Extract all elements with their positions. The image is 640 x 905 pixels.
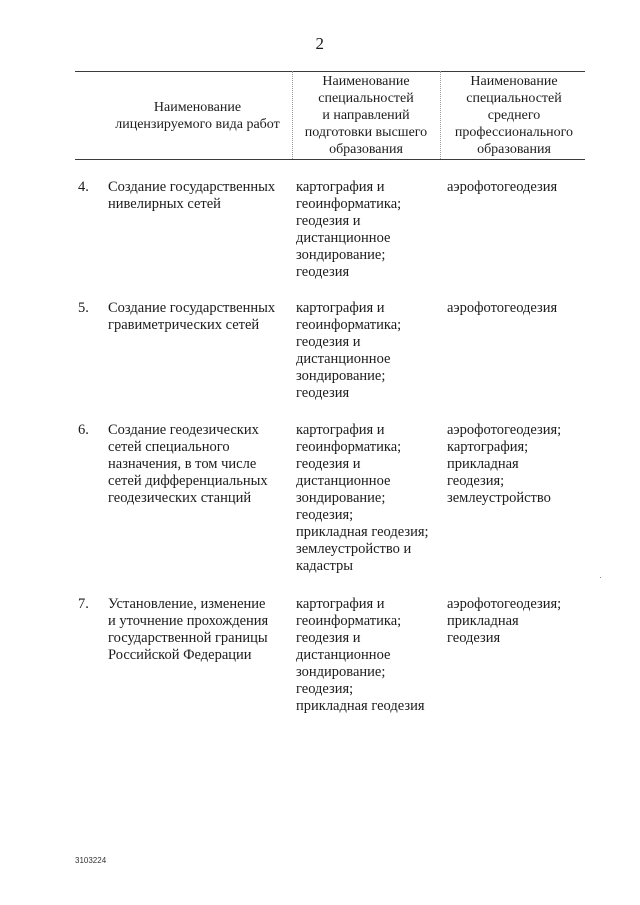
secondary-education-cell: аэрофотогеодезия bbox=[447, 300, 558, 316]
activity-cell: Создание государственных нивелирных сетей bbox=[108, 179, 276, 212]
activity-cell: Создание геодезических сетей специального назначения, в том числе сетей дифференциальных геодезических станций bbox=[108, 422, 268, 506]
table-top-rule bbox=[75, 71, 585, 72]
row-number: 6. bbox=[78, 422, 89, 438]
higher-education-cell: картография и геоинформатика; геодезия и дистанционное зондирование; геодезия; прикладная геодезия bbox=[296, 596, 425, 714]
secondary-education-cell: аэрофотогеодезия bbox=[447, 179, 558, 195]
table-header-rule bbox=[75, 159, 585, 160]
row-number: 5. bbox=[78, 300, 89, 316]
scan-speck bbox=[600, 577, 601, 578]
activity-cell: Создание государственных гравиметрических сетей bbox=[108, 300, 276, 333]
higher-education-cell: картография и геоинформатика; геодезия и дистанционное зондирование; геодезия bbox=[296, 179, 402, 280]
header-secondary-education: Наименование специальностей среднего профессионального образования bbox=[454, 74, 574, 157]
row-number: 7. bbox=[78, 596, 89, 612]
header-activity-name: Наименование лицензируемого вида работ bbox=[115, 100, 280, 132]
higher-education-cell: картография и геоинформатика; геодезия и дистанционное зондирование; геодезия; прикладная геодезия; землеустройство и кадастры bbox=[296, 422, 429, 574]
row-number: 4. bbox=[78, 179, 89, 195]
secondary-education-cell: аэрофотогеодезия; картография; прикладная геодезия; землеустройство bbox=[447, 422, 562, 506]
document-code: 3103224 bbox=[75, 856, 107, 865]
page-number: 2 bbox=[315, 34, 325, 53]
secondary-education-cell: аэрофотогеодезия; прикладная геодезия bbox=[447, 596, 562, 646]
header-higher-education: Наименование специальностей и направлений подготовки высшего образования bbox=[304, 74, 428, 157]
higher-education-cell: картография и геоинформатика; геодезия и дистанционное зондирование; геодезия bbox=[296, 300, 402, 401]
activity-cell: Установление, изменение и уточнение прохождения государственной границы Российской Федерации bbox=[108, 596, 269, 663]
